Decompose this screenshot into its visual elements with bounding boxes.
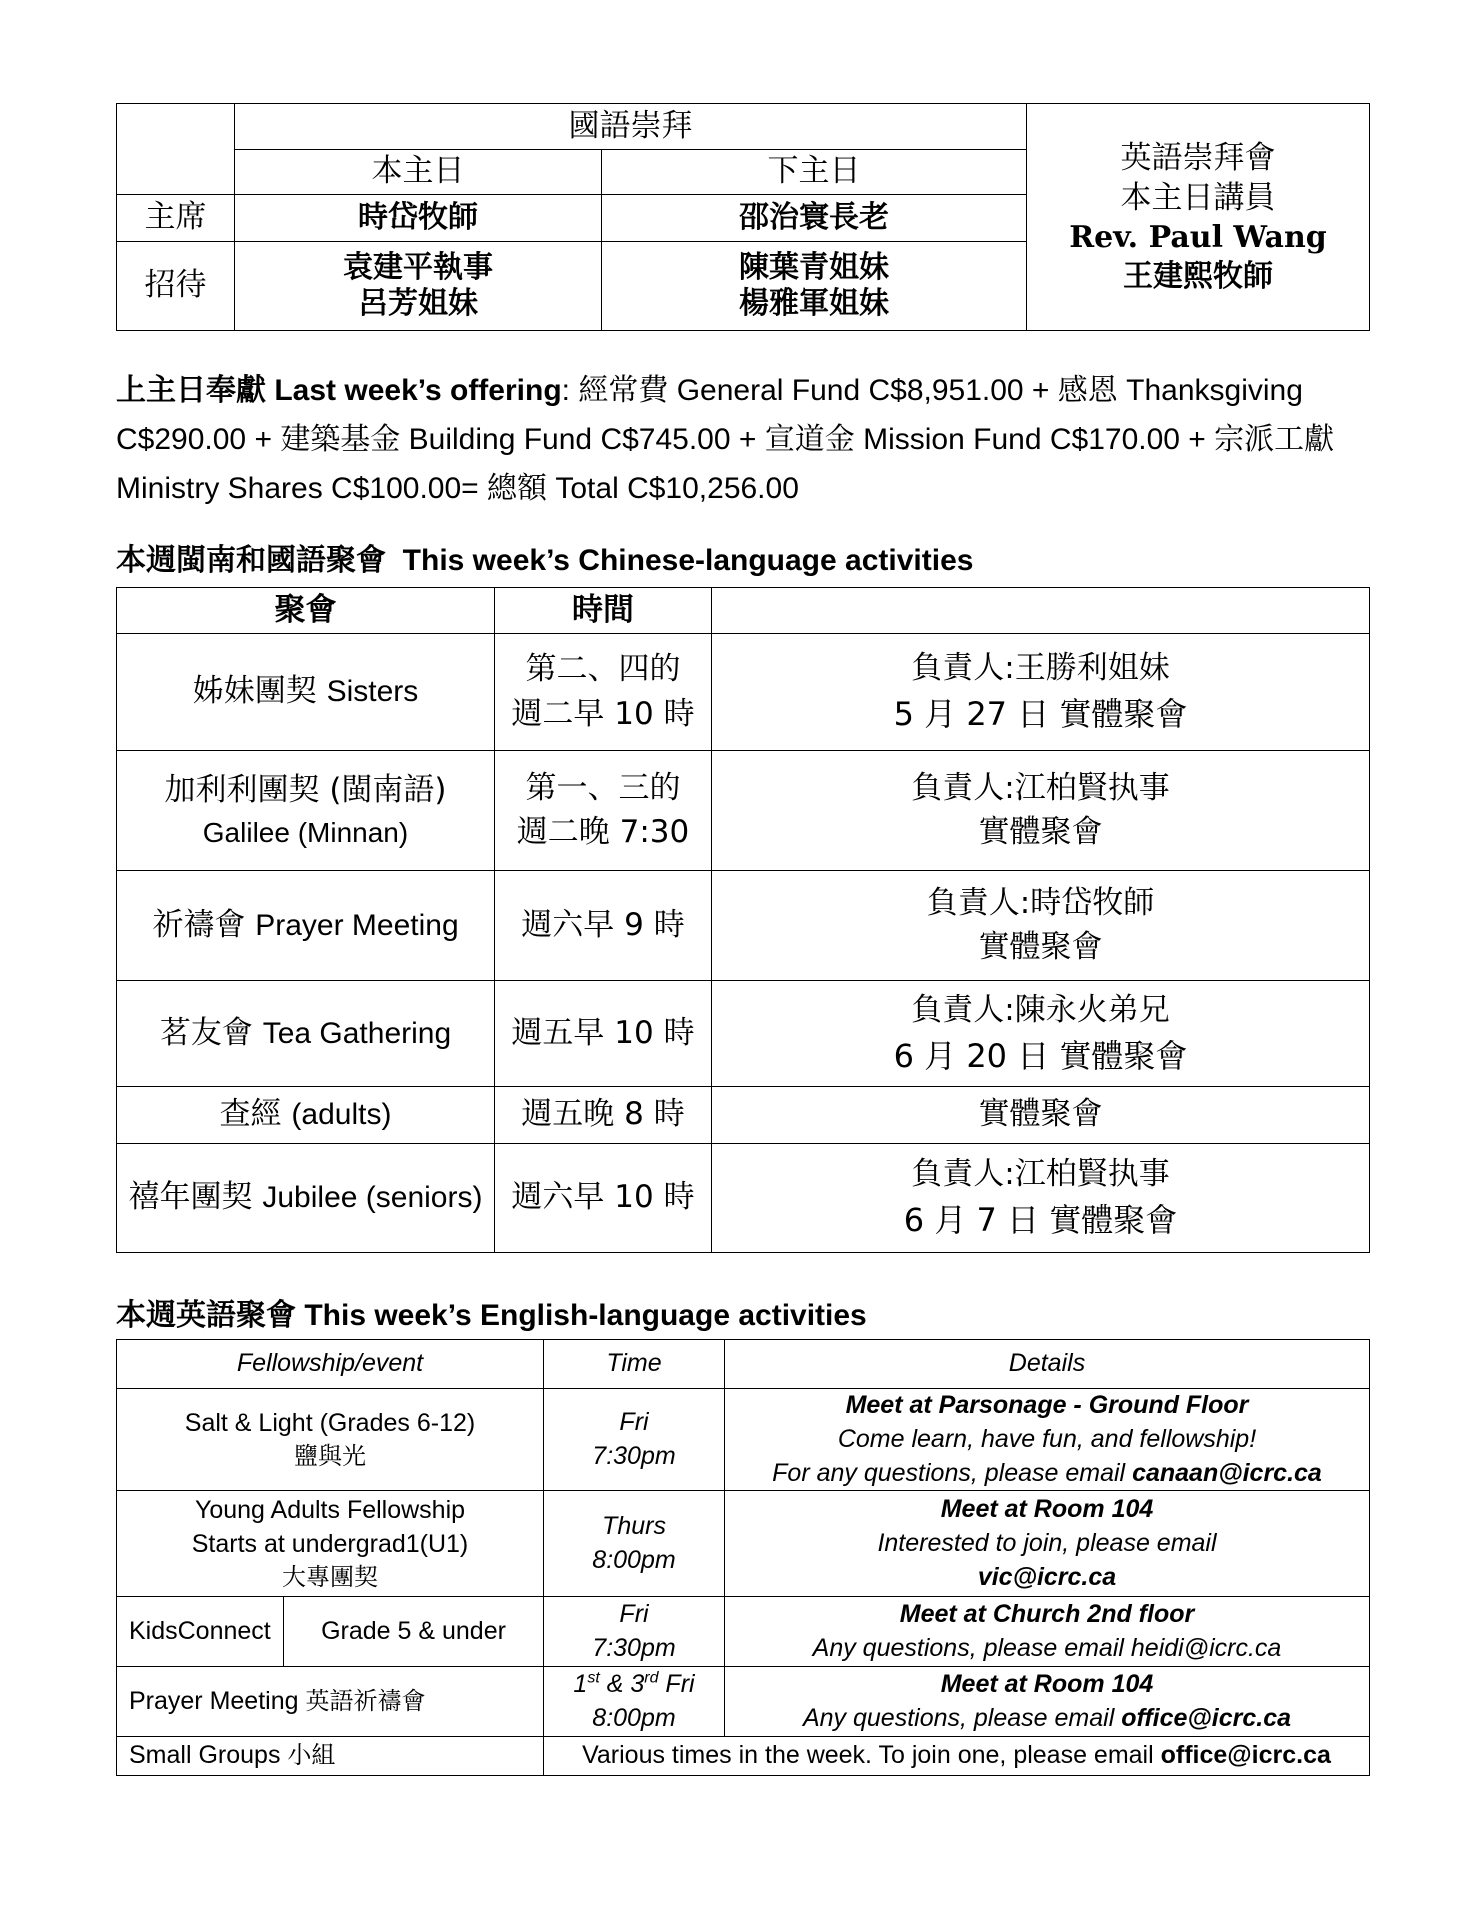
kidsconnect-time: [544, 1597, 725, 1667]
activity-time: 週五晚 8 時: [495, 1086, 712, 1143]
young-adults-name: [117, 1491, 544, 1597]
activity-time: [495, 633, 712, 750]
activity-details: [712, 870, 1370, 980]
contact-email[interactable]: office@icrc.ca: [1160, 1741, 1331, 1770]
prayer-meeting-name-zh: 英語祈禱會: [305, 1686, 426, 1715]
kidsconnect-details: [725, 1597, 1370, 1667]
small-groups-details: [544, 1737, 1370, 1776]
ministry-shares-en: Ministry Shares C$100.00=: [116, 472, 479, 505]
activity-name-en: (adults): [291, 1098, 392, 1132]
kidsconnect-name: KidsConnect: [117, 1597, 284, 1667]
usher-this-2: 呂芳姐妹: [358, 285, 478, 321]
small-groups-name-en: Small Groups: [129, 1741, 281, 1770]
table-row: [117, 1667, 1370, 1737]
salt-light-name-en: Salt & Light (Grades 6-12): [184, 1408, 476, 1437]
table-row: [117, 870, 1370, 980]
presider-this: 時岱牧師: [235, 195, 602, 242]
offering-label-zh: 上主日奉獻: [116, 373, 266, 408]
header-gathering: 聚會: [117, 588, 495, 634]
header-details: Details: [725, 1340, 1370, 1389]
table-row: [117, 750, 1370, 870]
table-row: [117, 633, 1370, 750]
activity-name-en: Tea Gathering: [262, 1016, 452, 1050]
prayer-meeting-details: [725, 1667, 1370, 1737]
table-row: [117, 1737, 1370, 1776]
speaker-name-zh: 王建熙牧師: [1123, 259, 1273, 295]
activity-details: [712, 633, 1370, 750]
english-worship-label: 英語崇拜會: [1120, 139, 1276, 176]
activity-name-en: Sisters: [326, 675, 419, 709]
activity-name-en: Jubilee (seniors): [262, 1181, 483, 1215]
ushers-this: [235, 241, 602, 330]
small-groups-text: Various times in the week. To join one, please email: [582, 1741, 1154, 1770]
time-first: 1: [573, 1670, 588, 1698]
roster-table: [116, 103, 1370, 331]
general-fund-en: General Fund C$8,951.00 +: [676, 374, 1050, 407]
detail-line-1: 負責人:王勝利姐妹: [911, 650, 1170, 687]
prayer-meeting-time: [544, 1667, 725, 1737]
time-line-2: 週二晚 7:30: [516, 814, 690, 851]
table-row: [117, 980, 1370, 1086]
mission-fund-en: Mission Fund C$170.00 +: [863, 423, 1206, 456]
kidsconnect-grade: Grade 5 & under: [284, 1597, 544, 1667]
time-line-2: 週二早 10 時: [511, 695, 695, 732]
activity-name-en: Galilee (Minnan): [202, 816, 409, 848]
activity-details: [712, 980, 1370, 1086]
activity-name: [117, 1086, 495, 1143]
detail-line-2: 實體聚會: [978, 929, 1103, 966]
detail-line-2: 5 月 27 日 實體聚會: [893, 695, 1188, 734]
english-activities-table: [116, 1339, 1370, 1776]
time-line-1: 第一、三的: [525, 769, 681, 806]
detail-line-2: 6 月 20 日 實體聚會: [893, 1036, 1188, 1075]
time-day: [544, 1668, 724, 1702]
presider-label: 主席: [117, 195, 235, 242]
salt-light-name: [117, 1389, 544, 1491]
english-section-title: [116, 1290, 867, 1334]
presider-next: 邵治寰長老: [602, 195, 1027, 242]
time-hour: 8:00pm: [592, 1545, 676, 1574]
young-adults-subtitle: Starts at undergrad1(U1): [191, 1529, 469, 1558]
sup-rd: rd: [644, 1669, 659, 1687]
detail-line-1: 負責人:陳永火弟兄: [911, 991, 1170, 1028]
time-day: Fri: [619, 1600, 649, 1628]
time-line-1: 第二、四的: [525, 651, 681, 687]
time-hour: 8:00pm: [592, 1703, 676, 1732]
detail-line-2: 實體聚會: [978, 814, 1103, 851]
detail-contact-text: For any questions, please email: [772, 1458, 1126, 1487]
prayer-meeting-name-en: Prayer Meeting: [129, 1686, 299, 1715]
activity-details: 實體聚會: [712, 1086, 1370, 1143]
header-time: Time: [544, 1340, 725, 1389]
thanksgiving-en: Thanksgiving C$290.00 +: [116, 374, 1303, 456]
detail-location: Meet at Church 2nd floor: [899, 1600, 1195, 1628]
young-adults-name-zh: 大專團契: [282, 1563, 378, 1592]
time-third: & 3: [599, 1670, 645, 1698]
time-hour: 7:30pm: [592, 1633, 676, 1662]
time-hour: 7:30pm: [592, 1441, 676, 1470]
small-groups-name-zh: 小組: [287, 1741, 336, 1770]
detail-line-1: 負責人:江柏賢执事: [911, 769, 1170, 806]
mission-fund-zh: 宣道金: [764, 422, 855, 457]
young-adults-details: [725, 1491, 1370, 1597]
general-fund-zh: 經常費: [578, 373, 669, 408]
activity-name-en: Prayer Meeting: [255, 908, 459, 942]
detail-contact: Any questions, please email heidi@icrc.ca: [812, 1633, 1282, 1662]
detail-text: Interested to join, please email: [877, 1528, 1217, 1557]
table-row: [117, 1389, 1370, 1491]
activity-name-zh: 加利利團契 (閩南語): [164, 771, 447, 808]
contact-email[interactable]: canaan@icrc.ca: [1132, 1458, 1322, 1487]
salt-light-time: [544, 1389, 725, 1491]
usher-this-1: 袁建平執事: [343, 249, 493, 285]
header-fellowship: Fellowship/event: [117, 1340, 544, 1389]
building-fund-zh: 建築基金: [280, 422, 401, 457]
time-day: Fri: [619, 1407, 649, 1436]
activity-name-zh: 姊妹團契: [192, 673, 317, 710]
young-adults-time: [544, 1491, 725, 1597]
detail-text: Come learn, have fun, and fellowship!: [837, 1424, 1257, 1453]
activity-time: 週六早 10 時: [495, 1143, 712, 1252]
activity-name: [117, 1143, 495, 1252]
usher-next-2: 楊雅軍姐妹: [739, 285, 889, 321]
usher-next-1: 陳葉青姐妹: [739, 249, 889, 285]
detail-location: Meet at Parsonage - Ground Floor: [845, 1391, 1249, 1419]
detail-line-2: 6 月 7 日 實體聚會: [903, 1201, 1178, 1240]
detail-contact: [725, 1457, 1369, 1491]
speaker-name-en: Rev. Paul Wang: [1069, 220, 1327, 256]
ushers-next: [602, 241, 1027, 330]
english-worship-speaker-cell: [1027, 104, 1370, 331]
english-section-title-en: This week’s English-language activities: [304, 1299, 867, 1332]
detail-contact-text: Any questions, please email: [802, 1703, 1115, 1732]
young-adults-name-en: Young Adults Fellowship: [194, 1495, 466, 1524]
this-sunday-header: 本主日: [235, 149, 602, 195]
activity-name-zh: 禧年團契: [128, 1179, 253, 1216]
salt-light-details: [725, 1389, 1370, 1491]
mandarin-worship-header: 國語崇拜: [235, 104, 1027, 150]
table-row: [117, 1086, 1370, 1143]
english-section-title-zh: 本週英語聚會: [116, 1298, 296, 1333]
offering-colon: :: [561, 374, 570, 407]
chinese-activities-table: [116, 587, 1370, 1253]
header-details: [712, 588, 1370, 634]
building-fund-en: Building Fund C$745.00 +: [408, 423, 757, 456]
activity-time: 週五早 10 時: [495, 980, 712, 1086]
prayer-meeting-name: [117, 1667, 544, 1737]
next-sunday-header: 下主日: [602, 149, 1027, 195]
chinese-section-title: [116, 535, 973, 579]
activity-name: [117, 633, 495, 750]
contact-email[interactable]: vic@icrc.ca: [977, 1562, 1117, 1591]
activity-time: 週六早 9 時: [495, 870, 712, 980]
activity-time: [495, 750, 712, 870]
detail-line-1: 負責人:時岱牧師: [926, 884, 1155, 921]
header-time: 時間: [495, 588, 712, 634]
offering-paragraph: [116, 366, 1376, 513]
chinese-section-title-zh: 本週閩南和國語聚會: [116, 543, 386, 578]
offering-label-en: Last week’s offering: [274, 374, 562, 407]
table-row: [117, 1143, 1370, 1252]
detail-contact: [725, 1702, 1369, 1736]
activity-details: [712, 1143, 1370, 1252]
chinese-section-title-en: This week’s Chinese-language activities: [402, 544, 974, 577]
time-fri: Fri: [658, 1670, 695, 1698]
small-groups-name: [117, 1737, 544, 1776]
contact-email[interactable]: office@icrc.ca: [1121, 1703, 1292, 1732]
ministry-shares-zh: 宗派工獻: [1214, 422, 1335, 457]
detail-line-1: 負責人:江柏賢执事: [911, 1156, 1170, 1193]
activity-name: [117, 750, 495, 870]
activity-name: [117, 870, 495, 980]
activity-name-zh: 查經: [219, 1096, 282, 1133]
activity-name-zh: 祈禱會: [152, 906, 246, 943]
sup-st: st: [587, 1669, 600, 1687]
offering-total-en: Total C$10,256.00: [555, 472, 799, 505]
detail-location: Meet at Room 104: [940, 1670, 1154, 1698]
time-day: Thurs: [602, 1512, 666, 1540]
speaker-label: 本主日講員: [1120, 180, 1276, 216]
table-row: [117, 1491, 1370, 1597]
thanksgiving-zh: 感恩: [1057, 373, 1118, 408]
activity-details: [712, 750, 1370, 870]
detail-location: Meet at Room 104: [940, 1495, 1154, 1524]
roster-corner: [117, 104, 235, 195]
usher-label: 招待: [117, 241, 235, 330]
activity-name: [117, 980, 495, 1086]
offering-total-zh: 總額: [487, 471, 548, 506]
table-row: [117, 1597, 1370, 1667]
salt-light-name-zh: 鹽與光: [294, 1442, 366, 1471]
activity-name-zh: 茗友會: [159, 1014, 253, 1051]
